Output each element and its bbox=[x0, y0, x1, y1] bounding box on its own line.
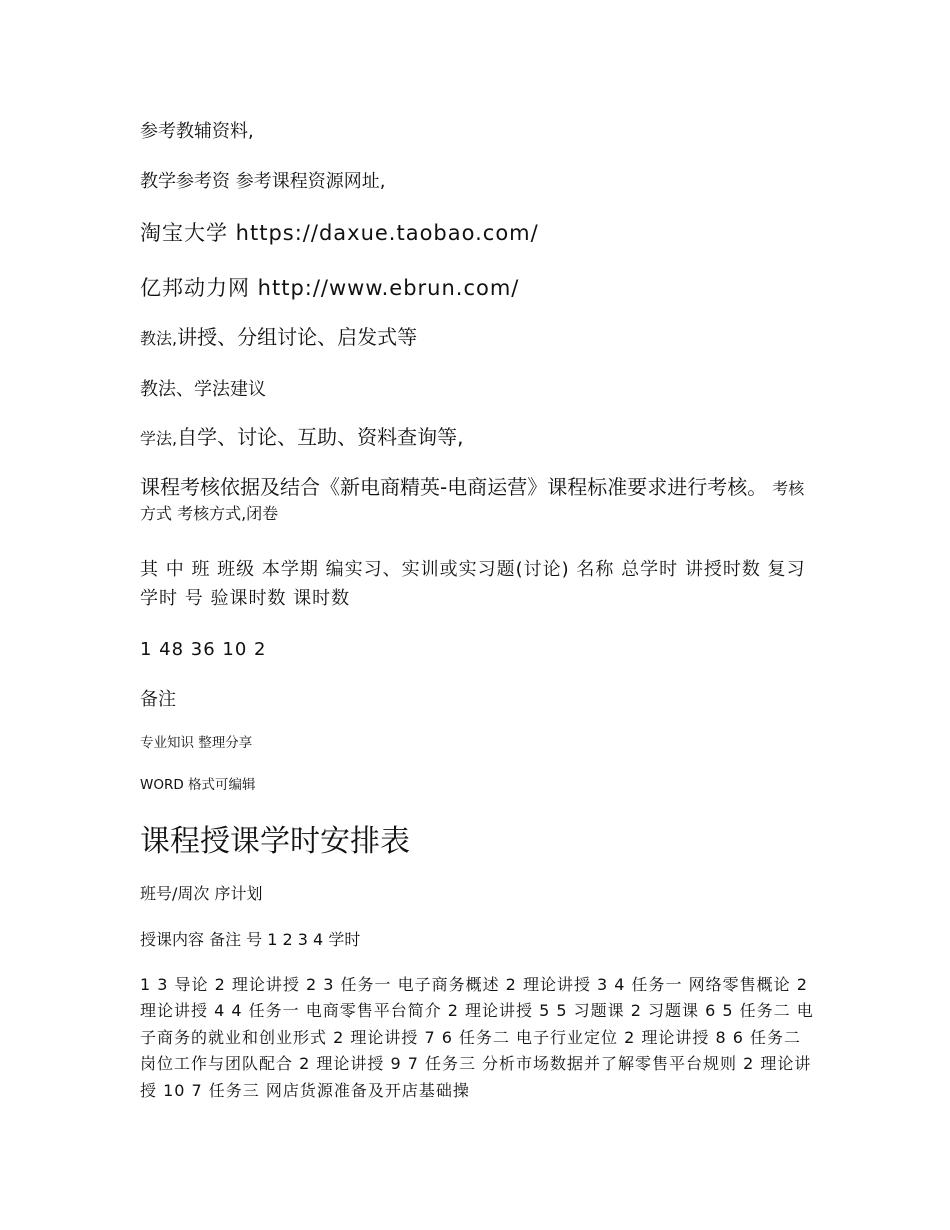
learning-method-label: 学法, bbox=[140, 429, 178, 448]
assessment-line bbox=[140, 472, 810, 526]
teaching-method-line bbox=[140, 322, 417, 352]
method-suggestion-line: 教法、学法建议 bbox=[140, 379, 266, 400]
assessment-method: 考核方式 考核方式,闭卷 bbox=[140, 479, 805, 523]
footer-word-editable: WORD 格式可编辑 bbox=[140, 777, 256, 793]
remarks-label: 备注 bbox=[140, 689, 176, 710]
schedule-body-text: 1 3 导论 2 理论讲授 2 3 任务一 电子商务概述 2 理论讲授 3 4 任务一 网络零售概论 2 理论讲授 4 4 任务一 电商零售平台简介 2 理论讲授 5 5 习题课 2 习题课 6 5 任务二 电子商务的就业和创业形式 2 理论讲授 7 6 任务二 电子行业定位 2 理论讲授 8 6 任务二 岗位工作与团队配合 2 理论讲授 9 7 任务三 分析市场数据并了解零售平台规则 2 理论讲授 10 7 任务三 网店货源准备及开店基础操 bbox=[140, 975, 814, 1100]
learning-method-value: 自学、讨论、互助、资料查询等, bbox=[177, 425, 464, 449]
class-hours-header-line: 其 中 班 班级 本学期 编实习、实训或实习题(讨论) 名称 总学时 讲授时数 复习学时 号 验课时数 课时数 bbox=[140, 559, 806, 609]
teaching-method-value: 讲授、分组讨论、启发式等 bbox=[177, 325, 418, 349]
class-hours-values-line: 1 48 36 10 2 bbox=[140, 639, 267, 660]
class-week-line: 班号/周次 序计划 bbox=[140, 884, 263, 903]
taobao-university-link-line: 淘宝大学 https://daxue.taobao.com/ bbox=[140, 221, 539, 245]
footer-knowledge-share: 专业知识 整理分享 bbox=[140, 735, 253, 751]
teaching-method-label: 教法, bbox=[140, 329, 178, 348]
schedule-table-heading: 课程授课学时安排表 bbox=[140, 824, 410, 859]
reference-resources-line: 教学参考资 参考课程资源网址, bbox=[140, 171, 386, 192]
teaching-content-line: 授课内容 备注 号 1 2 3 4 学时 bbox=[140, 930, 361, 949]
learning-method-line bbox=[140, 422, 463, 452]
assessment-basis: 课程考核依据及结合《新电商精英-电商运营》课程标准要求进行考核。 bbox=[140, 475, 768, 499]
reference-materials-line: 参考教辅资料, bbox=[140, 121, 254, 142]
ebrun-link-line: 亿邦动力网 http://www.ebrun.com/ bbox=[140, 276, 520, 300]
